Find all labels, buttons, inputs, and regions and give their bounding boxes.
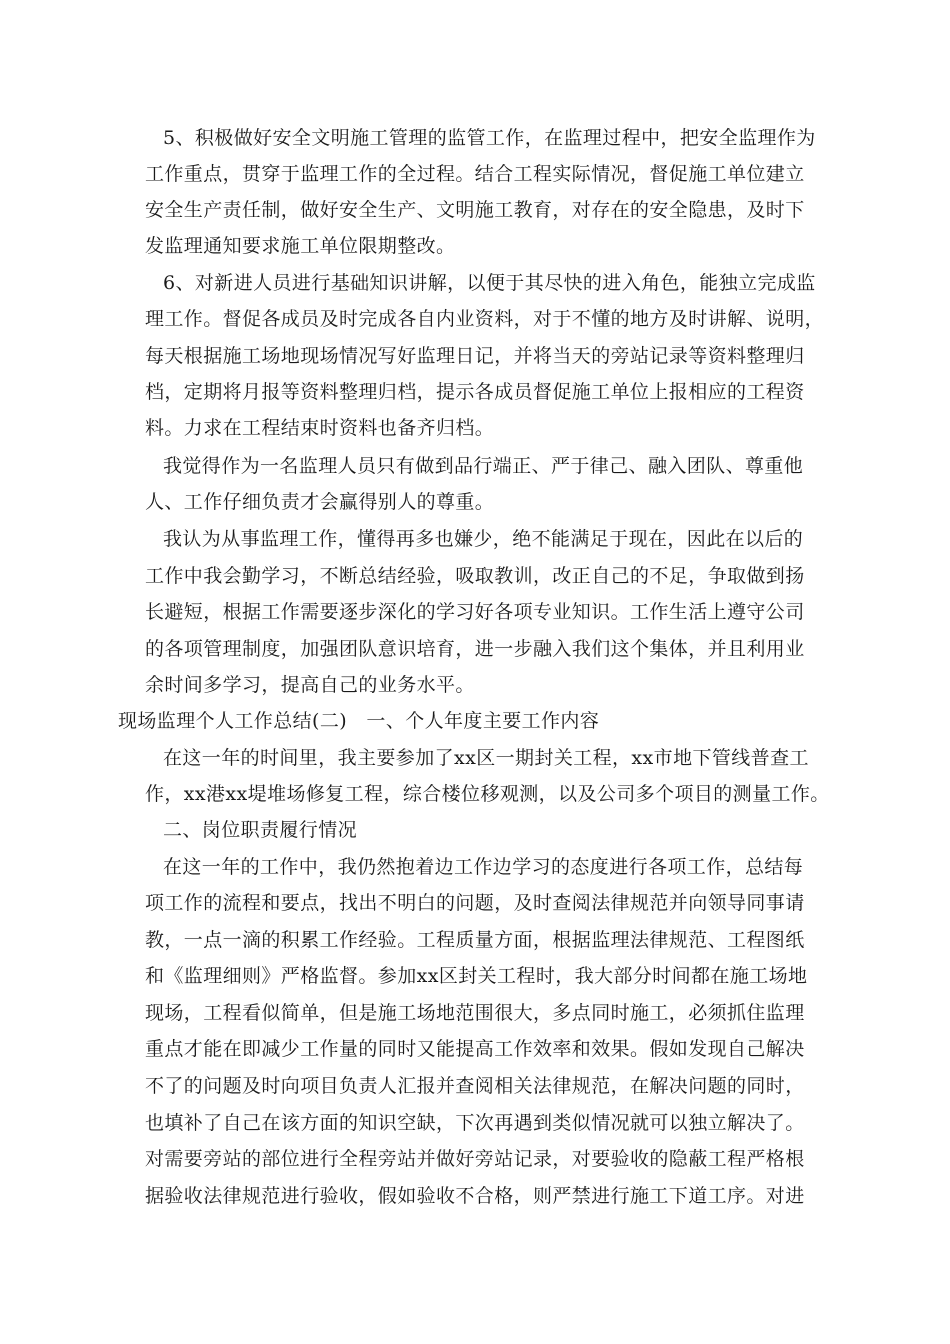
text-line: 5、积极做好安全文明施工管理的监管工作，在监理过程中，把安全监理作为 [163,127,816,149]
text-line: 重点才能在即减少工作量的同时又能提高工作效率和效果。假如发现自己解决 [145,1038,805,1060]
text-line: 6、对新进人员进行基础知识讲解，以便于其尽快的进入角色，能独立完成监 [163,272,816,294]
text-line: 余时间多学习，提高自己的业务水平。 [145,674,475,696]
text-line: 安全生产责任制，做好安全生产、文明施工教育，对存在的安全隐患，及时下 [145,199,805,221]
text-line: 档，定期将月报等资料整理归档，提示各成员督促施工单位上报相应的工程资 [145,381,805,403]
text-line: 现场，工程看似简单，但是施工场地范围很大，多点同时施工，必须抓住监理 [145,1002,805,1024]
text-line: 项工作的流程和要点，找出不明白的问题，及时查阅法律规范并向领导同事请 [145,892,805,914]
text-line: 工作中我会勤学习，不断总结经验，吸取教训，改正自己的不足，争取做到扬 [145,565,805,587]
text-line: 在这一年的工作中，我仍然抱着边工作边学习的态度进行各项工作，总结每 [163,856,804,878]
text-line: 工作重点，贯穿于监理工作的全过程。结合工程实际情况，督促施工单位建立 [145,163,805,185]
text-line: 也填补了自己在该方面的知识空缺，下次再遇到类似情况就可以独立解决了。 [145,1112,805,1134]
text-line: 我认为从事监理工作，懂得再多也嫌少，绝不能满足于现在，因此在以后的 [163,528,804,550]
text-line: 长避短，根据工作需要逐步深化的学习好各项专业知识。工作生活上遵守公司 [145,601,805,623]
text-line: 发监理通知要求施工单位限期整改。 [145,235,456,257]
section-heading: 二、岗位职责履行情况 [163,819,358,841]
text-line: 料。力求在工程结束时资料也备齐归档。 [145,417,495,439]
section-heading: 现场监理个人工作总结(二) 一、个人年度主要工作内容 [118,710,600,732]
text-line: 我觉得作为一名监理人员只有做到品行端正、严于律己、融入团队、尊重他 [163,455,804,477]
text-line: 和《监理细则》严格监督。参加xx区封关工程时，我大部分时间都在施工场地 [145,965,808,987]
text-line: 作，xx港xx堤堆场修复工程，综合楼位移观测，以及公司多个项目的测量工作。 [145,783,830,805]
text-line: 不了的问题及时向项目负责人汇报并查阅相关法律规范，在解决问题的同时， [145,1075,805,1097]
text-line: 的各项管理制度，加强团队意识培育，进一步融入我们这个集体，并且利用业 [145,638,805,660]
text-line: 在这一年的时间里，我主要参加了xx区一期封关工程，xx市地下管线普查工 [163,747,809,769]
text-line: 每天根据施工场地现场情况写好监理日记，并将当天的旁站记录等资料整理归 [145,345,805,367]
text-line: 教，一点一滴的积累工作经验。工程质量方面，根据监理法律规范、工程图纸 [145,929,805,951]
text-line: 人、工作仔细负责才会赢得别人的尊重。 [145,491,495,513]
text-line: 对需要旁站的部位进行全程旁站并做好旁站记录，对要验收的隐蔽工程严格根 [145,1148,805,1170]
text-line: 理工作。督促各成员及时完成各自内业资料，对于不懂的地方及时讲解、说明， [145,308,825,330]
text-line: 据验收法律规范进行验收，假如验收不合格，则严禁进行施工下道工序。对进 [145,1185,805,1207]
